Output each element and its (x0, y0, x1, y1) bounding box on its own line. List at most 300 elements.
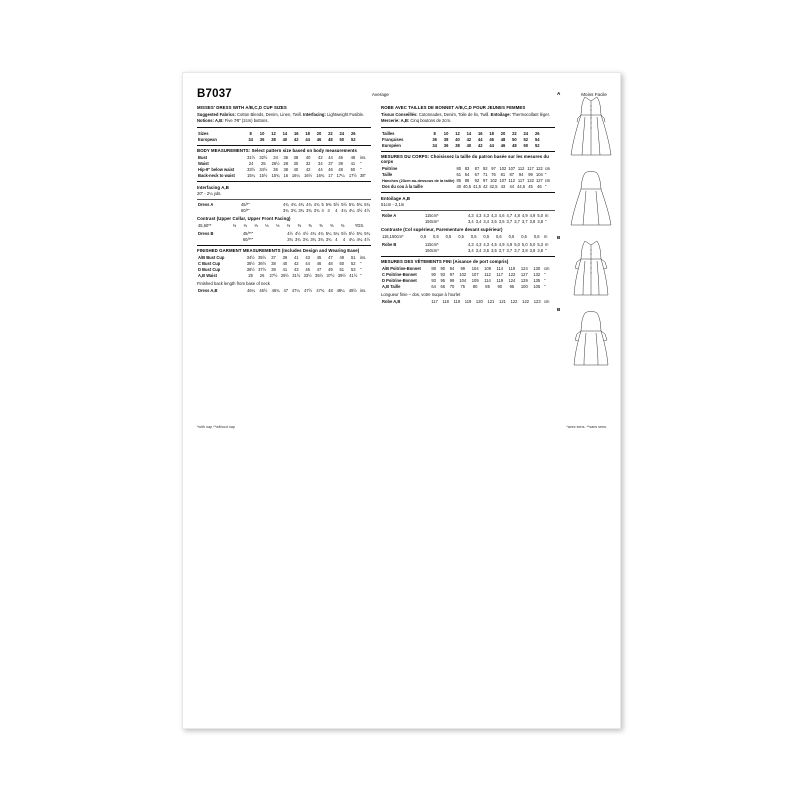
cell: 40 (293, 167, 299, 173)
cell: 4 (342, 236, 346, 242)
cell: 38 (455, 142, 460, 148)
cell: 94 (518, 172, 524, 178)
row-label: Waist (198, 161, 209, 167)
cell: 38 (271, 136, 276, 142)
cell: 18 (305, 130, 310, 136)
finished-table-fr (381, 266, 555, 290)
cell: 14 (466, 130, 472, 136)
cell: 41 (282, 267, 288, 273)
cell: 48 (328, 261, 333, 267)
divider (197, 127, 371, 128)
notions-label-fr: Mercerie: A,B: (381, 118, 410, 124)
cell: 3,7 (514, 247, 520, 253)
sizes-label-en: Sizes (198, 130, 209, 136)
cell: " (360, 261, 362, 267)
cell: ins. (360, 255, 367, 261)
cell: 46 (500, 142, 506, 148)
finished-title-en: FINISHED GARMENT MEASUREMENTS (Includes Design and Wearing Ease) (197, 248, 360, 254)
cell: 3,7 (498, 247, 505, 253)
cell: 36 (432, 136, 437, 142)
cell: 0,6 (508, 233, 515, 239)
cell: 71 (482, 172, 488, 178)
cell: 3¾ (313, 208, 320, 214)
cell: 50 (339, 261, 345, 267)
interfacing-label-fr: Entoilage: (490, 111, 511, 117)
cell: 4¾ (306, 202, 312, 208)
cell: 92 (482, 166, 488, 172)
cell: 34½ (246, 255, 255, 261)
cell: 41½ (349, 273, 358, 279)
dress-a-yardage-en (197, 202, 371, 214)
footnote-en: *with nap **without nap (197, 425, 235, 429)
cell: 50 (350, 167, 356, 173)
notions-en (197, 118, 371, 124)
cell: 39½ (337, 273, 346, 279)
cell: 46 (537, 184, 542, 190)
cell: 47¾ (316, 288, 325, 294)
cell: 94 (449, 266, 455, 272)
cell: 16 (477, 130, 483, 136)
cell: " (360, 273, 362, 279)
cell: 80 (456, 166, 461, 172)
cell: 46 (316, 261, 322, 267)
title-en: MISSES' DRESS WITH A/B,C,D CUP SIZES (197, 105, 287, 110)
cell: 17¼ (336, 173, 345, 179)
cell: 50 (512, 136, 517, 142)
cell: " (360, 267, 362, 273)
cell: 119 (496, 278, 504, 284)
cell: 3,8 (521, 247, 528, 253)
cell: 42,5 (489, 184, 498, 190)
cell: 4,3 (475, 213, 482, 219)
cell: 115cm* (425, 241, 439, 247)
cell: 118 (442, 299, 449, 305)
backlength-table-fr (381, 299, 555, 305)
cell: 48 (338, 167, 343, 173)
cell: 16¾ (316, 173, 325, 179)
contrast-table-en (197, 222, 371, 228)
interfacing-title-en: Interfacing A,B (197, 184, 229, 190)
cell: 42 (305, 167, 311, 173)
cell: 39 (338, 161, 343, 167)
finished-title-fr: MESURES DES VÊTEMENTS FINI (Aisance de port compris) (381, 259, 509, 265)
cell: 35½ (315, 273, 324, 279)
cell: 14 (282, 130, 288, 136)
row-label: Dos du cou à la taille (382, 184, 423, 190)
row-label: A/B Poitrine-Bonnet (382, 266, 421, 272)
divider (381, 192, 555, 193)
cell: 24 (339, 130, 345, 136)
cell: 3,5 (491, 247, 497, 253)
cell: 26 (259, 273, 265, 279)
cell: 44 (477, 136, 483, 142)
cell: 45/**" (242, 230, 254, 236)
cell: ⅓ (243, 222, 247, 228)
cell: cm (544, 299, 550, 305)
cell: 76 (491, 172, 496, 178)
cell: 5½ (341, 230, 347, 236)
cell: 3¾ (310, 236, 317, 242)
cell: 4½ (356, 208, 363, 214)
pattern-envelope-back (182, 72, 621, 729)
interfacing-amount-fr: 51cm - 2,1m (381, 202, 405, 208)
cell: 107 (499, 178, 507, 184)
cell: 44,5 (517, 184, 526, 190)
cell: ⅜ (340, 222, 345, 228)
cell: 104 (471, 266, 479, 272)
cell: 107 (508, 166, 516, 172)
cell: 27½ (269, 273, 278, 279)
cell: 37½ (326, 273, 335, 279)
cell: m (544, 233, 548, 239)
row-label: Hanches (23cm au-dessous de la taille) (382, 178, 455, 184)
cell: 66 (440, 284, 446, 290)
cell: 4½ (294, 230, 301, 236)
cell: 48½ (348, 288, 357, 294)
difficulty-fr: Moins Facile (581, 92, 607, 97)
cell: 92 (474, 178, 480, 184)
cell: 105 (533, 284, 541, 290)
cell: 44 (509, 184, 515, 190)
cell: 15¼ (247, 173, 256, 179)
cell: 4 (321, 208, 324, 214)
notions-label-en: Notions: A,B: (197, 118, 224, 124)
cell: 150cm* (425, 247, 439, 253)
interfacing-label-en: Interfacing: (303, 111, 326, 117)
cell: 42 (293, 261, 299, 267)
cell: 33½ (303, 273, 312, 279)
size-table-en (197, 130, 371, 142)
cell: 97 (449, 272, 455, 278)
cell: 32½ (259, 155, 268, 161)
cell: 45 (528, 184, 533, 190)
fabrics-fr (381, 112, 555, 118)
cell: 39 (282, 255, 288, 261)
cell: cm (544, 166, 551, 172)
cell: 52 (534, 142, 540, 148)
cell: 45,60** (198, 222, 212, 228)
cell: 88 (464, 178, 470, 184)
cell: 64 (431, 284, 436, 290)
cell: 51 (350, 255, 356, 261)
cell: 117 (496, 272, 504, 278)
cell: 41 (350, 161, 356, 167)
cell: 28 (283, 161, 288, 167)
cell: 5¾ (364, 230, 370, 236)
cell: ⅜ (297, 222, 301, 228)
cell: 124 (520, 266, 528, 272)
cell: 40,5 (463, 184, 471, 190)
cell: 44 (305, 136, 310, 142)
cell: 36½ (246, 267, 255, 273)
column-line-art (557, 91, 619, 375)
body-measurements-title-en: BODY MEASUREMENTS: Select pattern size based on body measurements (197, 148, 357, 154)
contrast-title-en: Contrast (Upper Collar, Upper Front Facing) (197, 215, 291, 221)
cell: 17½ (348, 173, 357, 179)
cell: 4,9 (529, 213, 536, 219)
cell: 15¾ (271, 173, 280, 179)
cell: " (545, 219, 547, 225)
cell: 122 (522, 299, 530, 305)
cell: 112 (508, 178, 515, 184)
cell: 99 (528, 172, 533, 178)
cell: 0,6 (521, 233, 527, 239)
cell: 42 (482, 184, 488, 190)
cell: " (544, 278, 546, 284)
body-measurements-table-fr (381, 166, 555, 190)
cell: 36 (443, 142, 449, 148)
cell: 3,7 (521, 219, 528, 225)
cell: 25 (248, 273, 253, 279)
cell: 47 (328, 255, 333, 261)
cell: 4,9 (521, 213, 528, 219)
divider (197, 199, 371, 200)
cell: 75 (460, 284, 466, 290)
cell: 48 (328, 288, 333, 294)
cell: 40 (456, 184, 461, 190)
sheet (183, 73, 620, 728)
cell: 48 (500, 136, 506, 142)
difficulty-en: Average (371, 92, 389, 97)
french-label: Françaises (382, 136, 404, 142)
cell: 40 (282, 261, 288, 267)
interfacing-title-fr: Entoilage A,B (381, 195, 411, 201)
size-table-fr (381, 130, 555, 148)
cell: 115,150cm* (382, 233, 404, 239)
cell: 93 (431, 278, 436, 284)
cell: 3,7 (506, 219, 513, 225)
cell: 22 (512, 130, 517, 136)
footnote-fr: *avec sens. **sans sens. (566, 425, 607, 429)
cell: 4,3 (483, 241, 490, 247)
cell: 4,7 (506, 213, 513, 219)
divider (197, 245, 371, 246)
cell: 0,6 (533, 233, 540, 239)
cell: 3,8 (537, 247, 544, 253)
cell: 31½ (247, 155, 256, 161)
cell: 4¾ (298, 202, 305, 208)
cell: 0,5 (483, 233, 490, 239)
row-label: Robe A (382, 213, 397, 219)
cell: 3¾ (302, 236, 309, 242)
cell: 114 (496, 266, 504, 272)
cell: ⅓ (275, 222, 280, 228)
cell: 121 (487, 299, 495, 305)
cell: 4¼ (341, 208, 347, 214)
cell: 122 (508, 272, 516, 278)
cell: ⅓ (265, 222, 269, 228)
row-label: Taille (382, 172, 393, 178)
cell: ⅓ (286, 222, 291, 228)
cell: 43 (500, 184, 506, 190)
cell: 5,3 (537, 241, 544, 247)
cell: 0,5 (445, 233, 452, 239)
cell: 12 (455, 130, 460, 136)
cell: 3¾ (306, 208, 312, 214)
divider (381, 256, 555, 257)
cell: 22 (328, 130, 333, 136)
cell: 130 (533, 266, 541, 272)
cell: 4,8 (514, 213, 520, 219)
cell (359, 136, 371, 142)
cell: 37½ (258, 267, 267, 273)
cell: 5½ (348, 230, 355, 236)
cell: 41 (293, 255, 299, 261)
cell: 54 (534, 136, 540, 142)
cell: 52 (350, 261, 356, 267)
cell: 3¾ (287, 236, 293, 242)
cell: 109 (471, 278, 479, 284)
cell: 119 (464, 299, 472, 305)
european-label-fr: Européen (382, 142, 401, 148)
cell: 36½ (258, 261, 267, 267)
cell: 97 (491, 166, 496, 172)
cell: 5¾ (348, 202, 355, 208)
cell: 99 (449, 278, 455, 284)
cell: 112 (517, 166, 525, 172)
cell: 4,3 (467, 213, 474, 219)
cell: m (545, 213, 549, 219)
cell: 40 (282, 136, 288, 142)
cell: 33½ (247, 167, 256, 173)
cell: 81 (500, 172, 506, 178)
cell: 45/*" (241, 202, 250, 208)
cell: 5,0 (529, 241, 536, 247)
contrast-table-fr (381, 233, 555, 239)
row-label: C Poitrine-Bonnet (382, 272, 417, 278)
cell: 3,5 (491, 219, 497, 225)
cell: 48 (328, 136, 333, 142)
row-label: A,B Waist (198, 273, 217, 279)
contrast-title-fr: Contraste (Col supérieur, Parementure devant supérieur) (381, 226, 503, 232)
cell: 3,4 (475, 247, 482, 253)
cell: ⅜ (319, 222, 323, 228)
cell: 132 (533, 272, 541, 278)
cell: 41,5 (472, 184, 481, 190)
cell: 122 (527, 178, 534, 184)
cell: 99 (460, 266, 466, 272)
cell: 44 (489, 142, 494, 148)
cell: 47¼ (291, 288, 300, 294)
row-label: D Bust Cup (198, 267, 221, 273)
fabrics-text-fr: Cotonnades, Denim, Toile de lin, Twill. (418, 111, 490, 117)
title-fr: ROBE AVEC TAILLES DE BONNET A/B,C,D POUR JEUNES FEMMES (381, 105, 526, 110)
cell: 42 (318, 155, 323, 161)
cell: 4¾ (318, 230, 324, 236)
cell: 16 (283, 173, 288, 179)
cell: 5 (321, 202, 324, 208)
cell: 87 (474, 166, 480, 172)
cell: 60/**" (242, 236, 254, 242)
cell: 123 (533, 299, 541, 305)
cell: 90 (440, 266, 446, 272)
cell: 67 (474, 172, 480, 178)
cell: 46¾ (271, 288, 280, 294)
cell: 0,5 (420, 233, 427, 239)
cell: 4,3 (491, 213, 497, 219)
cell: 3¾ (318, 236, 324, 242)
cell: 17 (328, 173, 333, 179)
cell: 47½ (304, 288, 313, 294)
cell: 42 (293, 136, 299, 142)
cell: 16¼ (291, 173, 300, 179)
backlength-label-fr: Longueur finie – dos, votre nuque à l'ourlet (381, 291, 461, 297)
cell: ins. (360, 288, 367, 294)
cell: 34 (318, 161, 323, 167)
cell: 36 (283, 155, 288, 161)
cell: ⅓ (254, 222, 258, 228)
row-label: Back-neck to waist (198, 173, 235, 179)
cell: 10 (259, 130, 265, 136)
cell: 122 (510, 299, 518, 305)
cell: 3,8 (529, 219, 536, 225)
sizes-label-fr: Tailles (382, 130, 395, 136)
header (197, 89, 607, 101)
cell: 4¼ (356, 236, 363, 242)
cell: 104 (459, 278, 467, 284)
backlength-label-en: Finished back length from base of neck (197, 280, 270, 286)
view-b-back (557, 307, 619, 369)
cell: 34 (432, 142, 437, 148)
notions-text-en: Five 7⁄8" (2cm) buttons. (224, 118, 269, 124)
cell: 112 (484, 272, 491, 278)
cell: 93 (440, 272, 446, 278)
cell: 45 (305, 267, 310, 273)
cell: 90 (497, 284, 503, 290)
column-english (197, 105, 371, 296)
row-label: Bust (198, 155, 208, 161)
cell: 3,7 (514, 219, 520, 225)
cell: 43 (293, 267, 299, 273)
cell: 34½ (259, 167, 268, 173)
fabrics-text-en: Cotton Blends, Denim, Linen, Twill. (237, 111, 302, 117)
cell: 5½ (333, 202, 340, 208)
cell: 127 (535, 178, 543, 184)
notions-text-fr: Cinq boutons de 2cm. (410, 118, 452, 124)
view-label: B (557, 235, 561, 240)
cell: 35½ (258, 255, 267, 261)
cell: 4,6 (498, 213, 505, 219)
cell: 5⅜ (325, 202, 332, 208)
view-label: A (557, 91, 561, 96)
cell (543, 142, 555, 148)
cell: 4 (335, 208, 338, 214)
row-label: Hip-9" below waist (198, 167, 235, 173)
fabrics-en (197, 112, 371, 118)
finished-table-en (197, 255, 371, 279)
dress-b-front-illustration (563, 235, 619, 301)
cell: 5¾ (356, 230, 363, 236)
cell: 47 (283, 288, 288, 294)
cell: " (544, 272, 546, 278)
cell: 107 (471, 272, 479, 278)
cell: 5¾ (356, 202, 363, 208)
cell: 88 (431, 266, 436, 272)
cell: 3,7 (506, 247, 513, 253)
cell: 3¾ (298, 208, 305, 214)
cell: 4 (327, 208, 330, 214)
cell: 80 (472, 284, 478, 290)
cell: 120 (475, 299, 483, 305)
notions-fr (381, 118, 555, 124)
cell: 109 (484, 266, 491, 272)
cell: 5,0 (521, 241, 528, 247)
cell: 95 (440, 278, 446, 284)
interfacing-text-en: Lightweight Fusible. (327, 111, 365, 117)
cell: 37 (271, 255, 276, 261)
cell: 85 (456, 178, 461, 184)
body-measurements-title-fr: MESURES DU CORPS: Choisissez la taille du patron basée sur les mesures du corps (381, 154, 550, 165)
